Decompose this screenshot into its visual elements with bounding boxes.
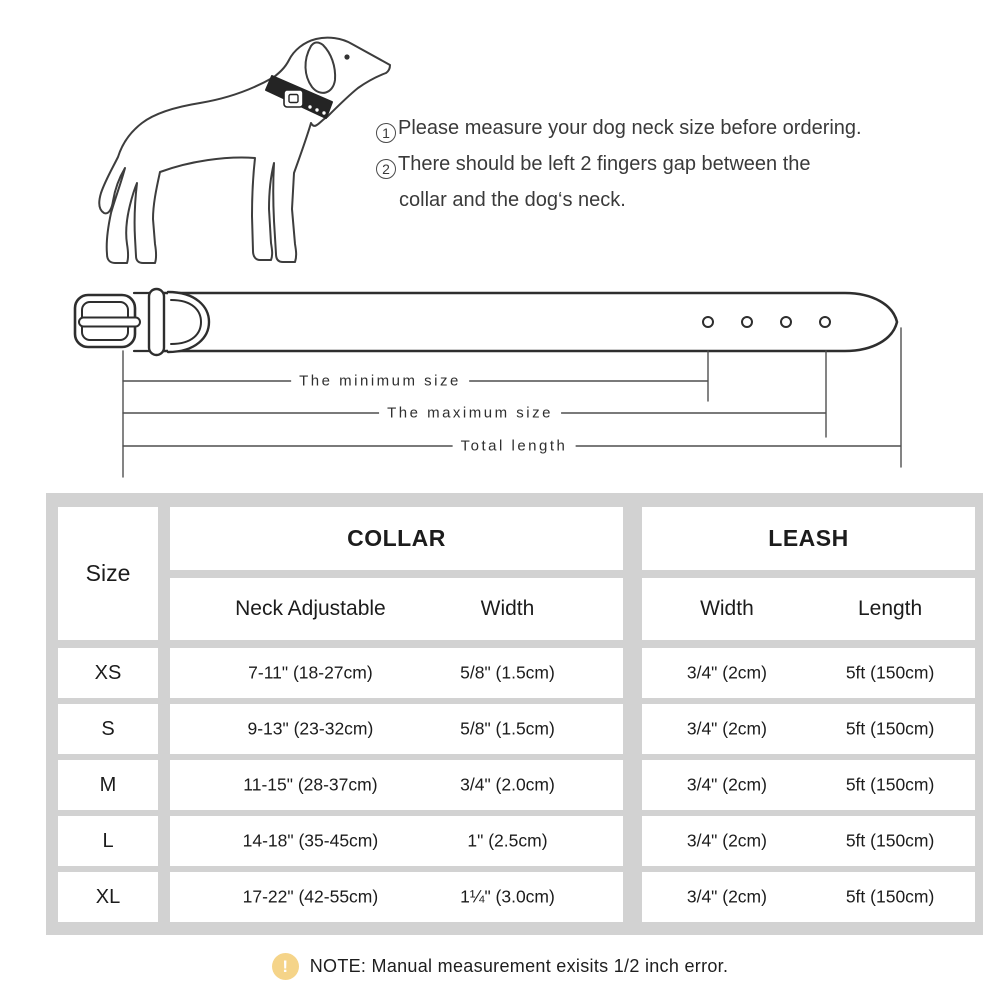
label-minimum-size: The minimum size: [291, 373, 469, 390]
table-row-xs: [58, 648, 975, 698]
label-total-length: Total length: [453, 438, 576, 455]
size-label: S: [58, 704, 158, 754]
size-label: L: [58, 816, 158, 866]
leash-values: 3/4" (2cm) 5ft (150cm): [642, 648, 975, 698]
table-row-m: [58, 760, 975, 810]
leash-subheaders: [642, 578, 975, 640]
measurement-note: [0, 953, 1000, 980]
collar-buckle-prong: [79, 318, 140, 327]
header-size: Size: [58, 507, 158, 640]
collar-values: 14-18" (35-45cm) 1" (2.5cm): [170, 816, 623, 866]
collar-keeper-loop: [149, 289, 164, 355]
label-maximum-size: The maximum size: [379, 405, 561, 422]
note-text: NOTE: Manual measurement exisits 1/2 inch error.: [309, 956, 729, 976]
instructions: [376, 110, 976, 218]
instruction-2: [376, 146, 976, 182]
leash-values: 3/4" (2cm) 5ft (150cm): [642, 704, 975, 754]
header-collar: COLLAR: [170, 507, 623, 570]
leash-values: 3/4" (2cm) 5ft (150cm): [642, 872, 975, 922]
size-label: M: [58, 760, 158, 810]
header-collar-width: Width: [480, 597, 535, 620]
leash-values: 3/4" (2cm) 5ft (150cm): [642, 816, 975, 866]
header-neck-adjustable: Neck Adjustable: [235, 597, 386, 620]
table-header: [58, 507, 975, 640]
instruction-2-text: There should be left 2 fingers gap between the: [398, 153, 811, 175]
dog-body-outline: [99, 38, 390, 263]
circled-number-1: 1: [376, 123, 396, 143]
collar-values: 7-11" (18-27cm) 5/8" (1.5cm): [170, 648, 623, 698]
size-label: XL: [58, 872, 158, 922]
collar-column-group: [170, 507, 623, 640]
header-leash: LEASH: [642, 507, 975, 570]
dog-illustration: [60, 10, 400, 280]
leash-values: 3/4" (2cm) 5ft (150cm): [642, 760, 975, 810]
header-leash-width: Width: [700, 597, 754, 620]
instruction-1: [376, 110, 976, 146]
collar-subheaders: [170, 578, 623, 640]
table-row-l: [58, 816, 975, 866]
collar-values: 11-15" (28-37cm) 3/4" (2.0cm): [170, 760, 623, 810]
instruction-2-continued: collar and the dog‘s neck.: [399, 189, 626, 211]
leash-column-group: [642, 507, 975, 640]
instruction-1-text: Please measure your dog neck size before ordering.: [398, 117, 862, 139]
collar-values: 17-22" (42-55cm) 1¼" (3.0cm): [170, 872, 623, 922]
dog-collar-buckle: [284, 90, 303, 107]
table-row-xl: [58, 872, 975, 922]
header-leash-length: Length: [857, 597, 923, 620]
circled-number-2: 2: [376, 159, 396, 179]
size-table: [46, 493, 983, 935]
collar-measurement-diagram: [0, 280, 1000, 490]
size-label: XS: [58, 648, 158, 698]
table-row-s: [58, 704, 975, 754]
collar-values: 9-13" (23-32cm) 5/8" (1.5cm): [170, 704, 623, 754]
dog-eye: [344, 54, 349, 59]
exclamation-icon: !: [272, 953, 299, 980]
